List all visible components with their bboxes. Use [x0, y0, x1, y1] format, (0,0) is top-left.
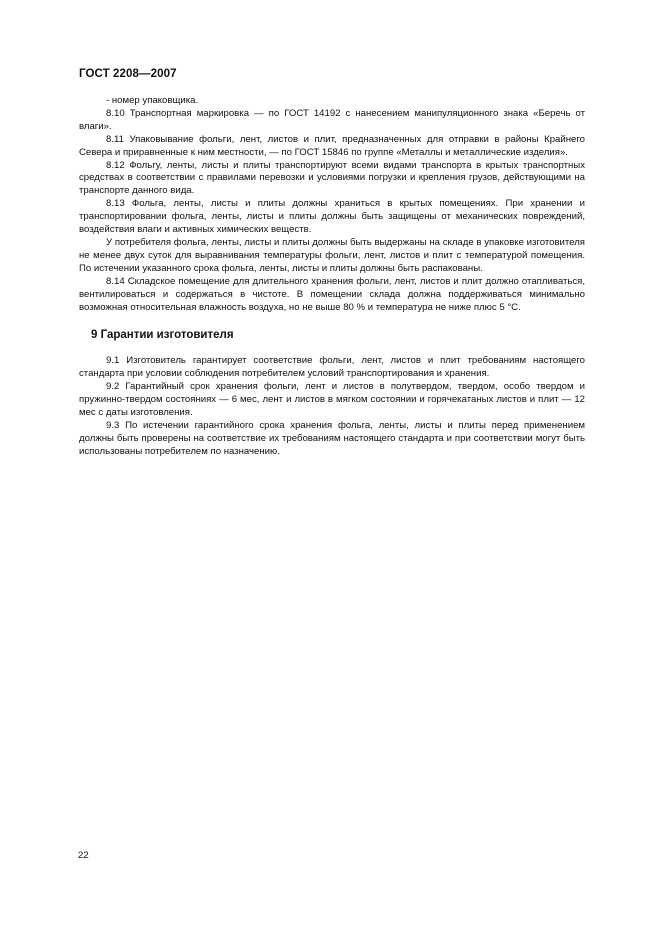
document-body: [79, 95, 585, 459]
paragraph-9-2: 9.2 Гарантийный срок хранения фольги, лент и листов в полутвердом, твердом, особо твердом и пружинно-твердом состояниях — 6 мес, лент и листов в мягком состоянии и горячекатаных листов и плит — 12 мес с даты изготовления.: [79, 381, 585, 418]
document-header: ГОСТ 2208—2007: [79, 68, 177, 80]
paragraph-9-3: 9.3 По истечении гарантийного срока хранения фольга, ленты, листы и плиты перед применением должны быть проверены на соответствие их требованиям настоящего стандарта и при соответствии могут быть использованы потребителем по назначению.: [79, 419, 585, 457]
paragraph-8-10: 8.10 Транспортная маркировка — по ГОСТ 14192 с нанесением манипуляционного знака «Беречь от влаги».: [79, 107, 585, 132]
paragraph-8-11: 8.11 Упаковывание фольги, лент, листов и плит, предназначенных для отправки в районы Крайнего Севера и приравненные к ним местности, — по ГОСТ 15846 по группе «Металлы и металлические изделия».: [79, 133, 585, 158]
paragraph-8-12: 8.12 Фольгу, ленты, листы и плиты транспортируют всеми видами транспорта в крытых транспортных средствах в соответствии с правилами перевозки и условиями погрузки и крепления грузов, действующими на транспорте данного вида.: [79, 159, 585, 197]
page-number: 22: [78, 850, 89, 861]
paragraph-8-14: 8.14 Складское помещение для длительного хранения фольги, лент, листов и плит должно отапливаться, вентилироваться и содержаться в чистоте. В помещении склада должна поддерживаться минимально возможная относительная влажность воздуха, но не выше 80 % и температура не ниже плюс 5 °С.: [79, 275, 585, 313]
section-title-9: 9 Гарантии изготовителя: [91, 329, 234, 342]
paragraph-8-13-consumer: У потребителя фольга, ленты, листы и плиты должны быть выдержаны на складе в упаковке изготовителя не менее двух суток для выравнивания температуры фольги, лент, листов и плит с температурой помещения. По истечении указанного срока фольга, ленты, листы и плиты должны быть распакованы.: [79, 236, 585, 274]
paragraph-8-13: 8.13 Фольга, ленты, листы и плиты должны храниться в крытых помещениях. При хранении и транспортировании фольга, ленты, листы и плиты должны быть защищены от механических повреждений, воздействия влаги и активных химических веществ.: [79, 198, 585, 236]
paragraph-9-1: 9.1 Изготовитель гарантирует соответствие фольги, лент, листов и плит требованиям настоящего стандарта при условии соблюдения потребителем условий транспортирования и хранения.: [79, 355, 585, 380]
paragraph-packer-number: - номер упаковщика.: [106, 95, 199, 106]
